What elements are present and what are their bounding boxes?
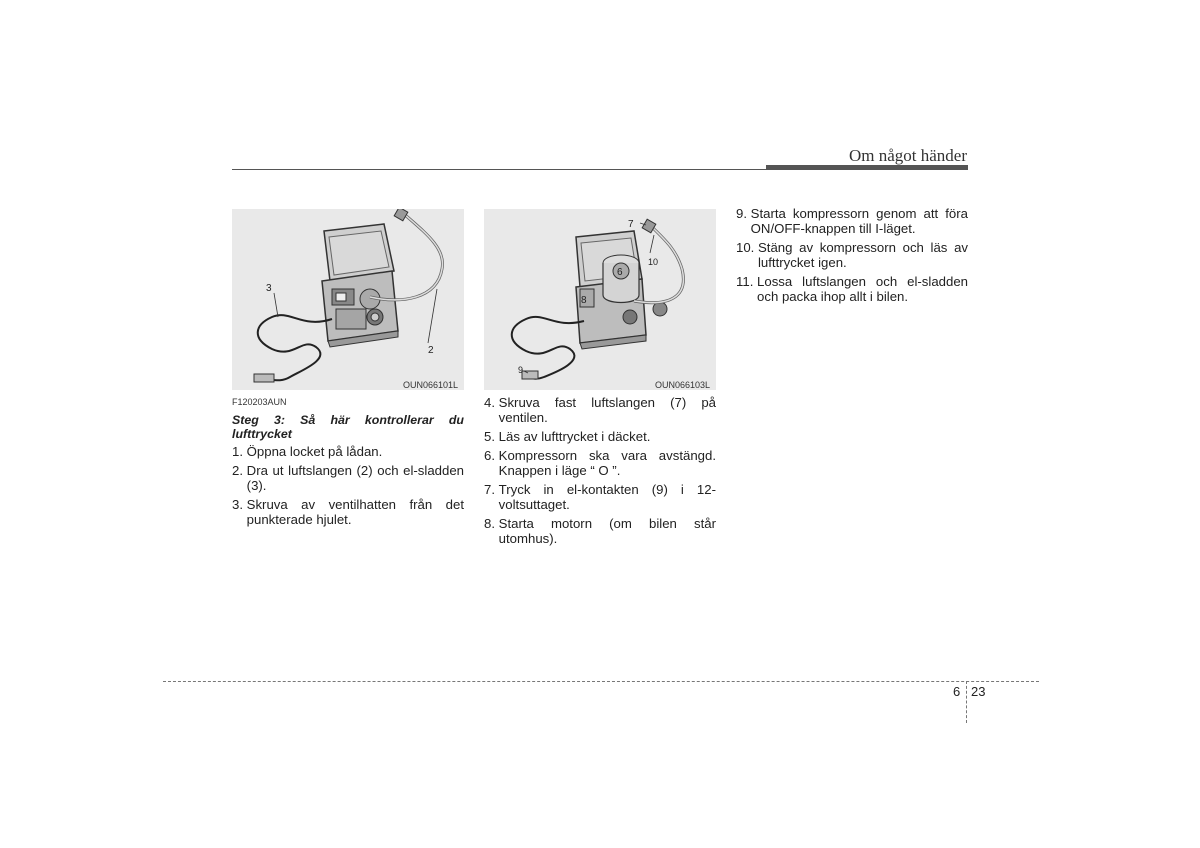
callout-6: 6 [617, 267, 623, 278]
compressor-connected-illustration [484, 209, 716, 390]
page-number: 23 [971, 684, 986, 699]
callout-8: 8 [581, 295, 587, 306]
callout-2: 2 [428, 345, 434, 356]
footer-divider [966, 681, 967, 723]
callout-7: 7 [628, 219, 634, 230]
section-title: Om något händer [848, 146, 967, 165]
list-item: 10. Stäng av kompressorn och läs av lufttrycket igen. [736, 240, 968, 270]
list-item: 5. Läs av lufttrycket i däcket. [484, 429, 651, 444]
chapter-number: 6 [953, 684, 961, 699]
figure-middle-code: OUN066103L [655, 380, 711, 390]
list-item: 4. Skruva fast luftslangen (7) på ventilen. [484, 395, 716, 425]
list-item: 3. Skruva av ventilhatten från det punkterade hjulet. [232, 497, 464, 527]
list-item: 7. Tryck in el-kontakten (9) i 12-voltsuttaget. [484, 482, 716, 512]
callout-9: 9 [518, 365, 524, 375]
figure-kit-open [232, 209, 464, 390]
column-2 [484, 395, 716, 550]
list-item: 11. Lossa luftslangen och el-sladden och packa ihop allt i bilen. [736, 274, 968, 304]
ref-code: F120203AUN [232, 397, 287, 407]
header-rule [232, 169, 968, 170]
step-list-3 [736, 206, 968, 304]
column-1 [232, 395, 464, 531]
step-list-1 [232, 444, 464, 527]
footer-rule [163, 681, 1039, 682]
figure-left-code: OUN066101L [403, 380, 459, 390]
list-item: 6. Kompressorn ska vara avstängd. Knappen i läge “ O ”. [484, 448, 716, 478]
list-item: 9. Starta kompressorn genom att föra ON/OFF-knappen till I-läget. [736, 206, 968, 236]
compressor-kit-illustration [232, 209, 464, 390]
figure-kit-connected [484, 209, 716, 390]
list-item: 2. Dra ut luftslangen (2) och el-sladden (3). [232, 463, 464, 493]
callout-3: 3 [266, 283, 272, 294]
column-3 [736, 206, 968, 308]
callout-10: 10 [648, 257, 659, 267]
list-item: 1. Öppna locket på lådan. [232, 444, 383, 459]
list-item: 8. Starta motorn (om bilen står utomhus). [484, 516, 716, 546]
step-list-2 [484, 395, 716, 546]
step-heading: Steg 3: Så här kontrollerar du lufttrycket [232, 413, 464, 441]
